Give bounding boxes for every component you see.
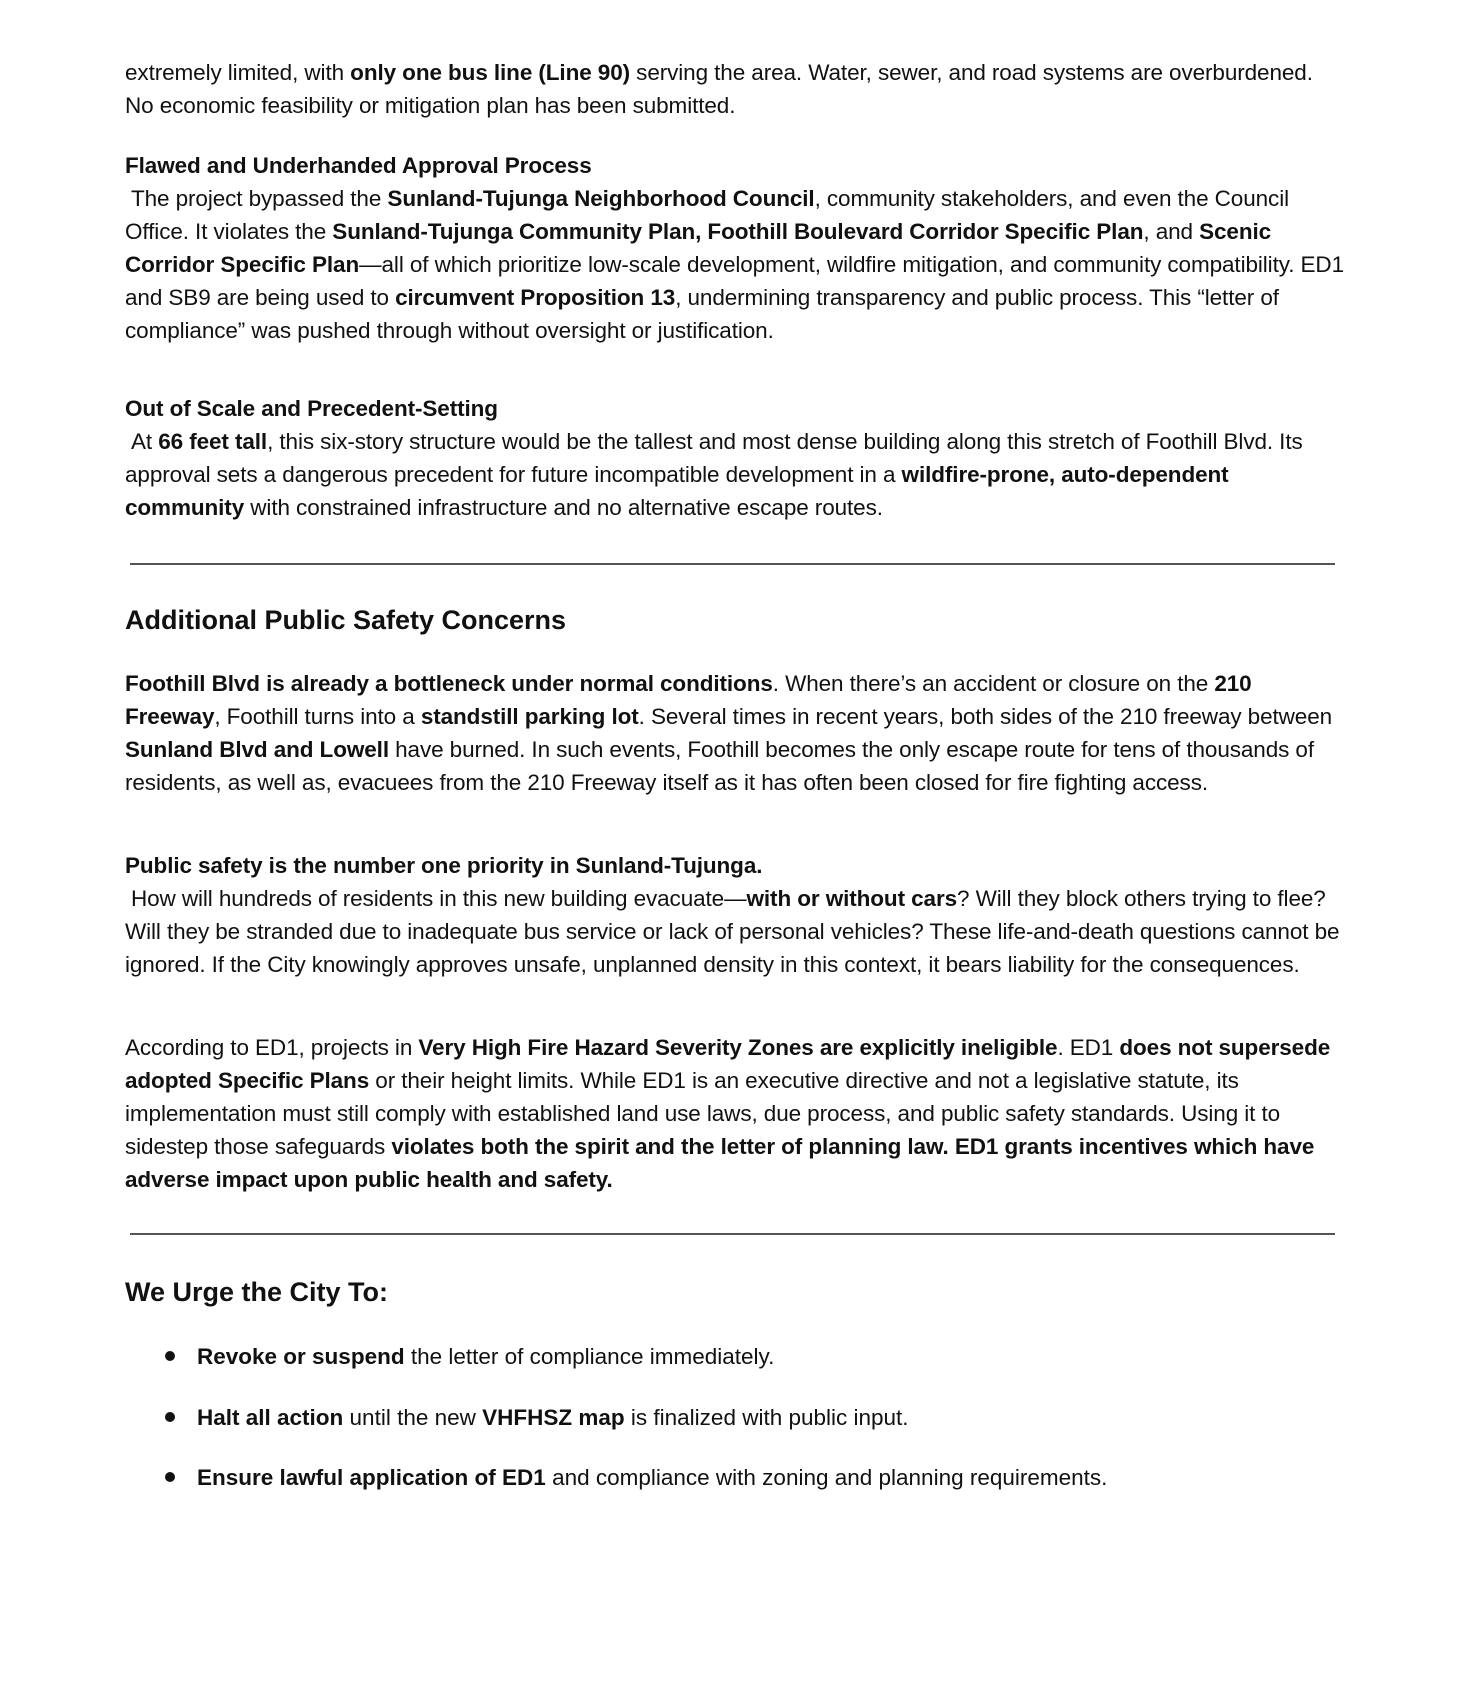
scale-text-1: At: [131, 429, 159, 454]
safety-p2-body: [125, 882, 1345, 981]
urge-item-text: the letter of compliance immediately.: [404, 1344, 775, 1369]
scale-text-3: with constrained infrastructure and no alternative escape routes.: [244, 495, 883, 520]
flawed-text-1: The project bypassed the: [131, 186, 388, 211]
safety-p1-bold-1: Foothill Blvd is already a bottleneck under normal conditions: [125, 671, 773, 696]
urge-item-text: until the new: [343, 1405, 483, 1430]
scale-text-2: , this six-story structure would be the tallest and most dense building along this stretch of Foothill Blvd. Its approval sets a dangerous precedent for future incompatible development in a: [125, 429, 1303, 487]
bullet-icon: [165, 1351, 175, 1361]
intro-text-1: extremely limited, with: [125, 60, 351, 85]
urge-item-bold: Revoke or suspend: [197, 1344, 405, 1369]
bullet-icon: [165, 1412, 175, 1422]
urge-heading: We Urge the City To:: [125, 1277, 389, 1307]
flawed-bold-1: Sunland-Tujunga Neighborhood Council: [387, 186, 815, 211]
urge-item-bold: Ensure lawful application of ED1: [197, 1465, 546, 1490]
safety-p3-bold-1: Very High Fire Hazard Severity Zones are explicitly ineligible: [418, 1035, 1058, 1060]
safety-p2-text-2: ? Will they block others trying to flee? Will they be stranded due to inadequate bus service or lack of personal vehicles? These life-and-death questions cannot be ignored. If the City knowingly approves unsafe, unplanned density in this context, it bears liability for the consequences.: [125, 886, 1340, 977]
safety-p2-text-1: How will hundreds of residents in this new building evacuate—: [131, 886, 747, 911]
safety-p1-bold-2: 210 Freeway: [125, 671, 1252, 729]
safety-paragraph-2: [125, 849, 1345, 981]
safety-paragraph-3: [125, 1031, 1345, 1196]
safety-p1-text-3: . Several times in recent years, both sides of the 210 freeway between: [638, 704, 1333, 729]
scale-paragraph: [125, 425, 1345, 524]
safety-p1-text-1: . When there’s an accident or closure on the: [772, 671, 1215, 696]
urge-item-bold: Halt all action: [197, 1405, 344, 1430]
flawed-text-4: —all of which prioritize low-scale development, wildfire mitigation, and community compatibility. ED1 and SB9 are being used to: [125, 252, 1344, 310]
flawed-bold-4: circumvent Proposition 13: [395, 285, 676, 310]
safety-p3-text-1: According to ED1, projects in: [125, 1035, 419, 1060]
safety-p2-bold-1: with or without cars: [746, 886, 958, 911]
scale-heading: Out of Scale and Precedent-Setting: [125, 396, 498, 421]
safety-p1-bold-4: Sunland Blvd and Lowell: [125, 737, 389, 762]
safety-p3-bold-3: violates both the spirit and the letter of planning law. ED1 grants incentives which have adverse impact upon public health and safety.: [125, 1134, 1315, 1192]
safety-p2-heading: Public safety is the number one priority in Sunland-Tujunga.: [125, 853, 763, 878]
bullet-icon: [165, 1472, 175, 1482]
urge-item-bold-2: VHFHSZ map: [482, 1405, 625, 1430]
safety-heading: Additional Public Safety Concerns: [125, 605, 567, 635]
urge-list-item: [165, 1461, 1365, 1494]
section-divider-1: [130, 563, 1335, 565]
scale-bold-1: 66 feet tall: [158, 429, 268, 454]
flawed-bold-3: Scenic Corridor Specific Plan: [125, 219, 1272, 277]
safety-p1-bold-3: standstill parking lot: [420, 704, 639, 729]
safety-p3-text-2: . ED1: [1057, 1035, 1120, 1060]
flawed-text-2: , community stakeholders, and even the Council Office. It violates the: [125, 186, 1289, 244]
flawed-text-5: , undermining transparency and public process. This “letter of compliance” was pushed through without oversight or justification.: [125, 285, 1279, 343]
urge-list-item: [165, 1340, 1365, 1373]
intro-bold-1: only one bus line (Line 90): [350, 60, 631, 85]
urge-item-text: and compliance with zoning and planning requirements.: [545, 1465, 1108, 1490]
urge-list-item: [165, 1401, 1365, 1434]
flawed-paragraph: [125, 182, 1345, 347]
flawed-text-3: , and: [1143, 219, 1200, 244]
section-divider-2: [130, 1233, 1335, 1235]
safety-p1-text-2: , Foothill turns into a: [214, 704, 421, 729]
intro-text-2: serving the area. Water, sewer, and road systems are overburdened. No economic feasibility or mitigation plan has been submitted.: [125, 60, 1313, 118]
flawed-heading: Flawed and Underhanded Approval Process: [125, 153, 592, 178]
safety-p3-text-3: or their height limits. While ED1 is an executive directive and not a legislative statute, its implementation must still comply with established land use laws, due process, and public safety standards. Using it to sidestep those safeguards: [125, 1068, 1281, 1159]
safety-p3-bold-2: does not supersede adopted Specific Plans: [125, 1035, 1331, 1093]
flawed-bold-2: Sunland-Tujunga Community Plan, Foothill Boulevard Corridor Specific Plan: [332, 219, 1144, 244]
safety-p1-text-4: have burned. In such events, Foothill becomes the only escape route for tens of thousands of residents, as well as, evacuees from the 210 Freeway itself as it has often been closed for fire fighting access.: [125, 737, 1314, 795]
urge-item-text-2: is finalized with public input.: [624, 1405, 909, 1430]
safety-paragraph-1: [125, 667, 1345, 799]
scale-bold-2: wildfire-prone, auto-dependent community: [125, 462, 1229, 520]
flawed-section: [125, 149, 1345, 347]
scale-section: [125, 392, 1345, 524]
intro-paragraph: [125, 56, 1345, 122]
